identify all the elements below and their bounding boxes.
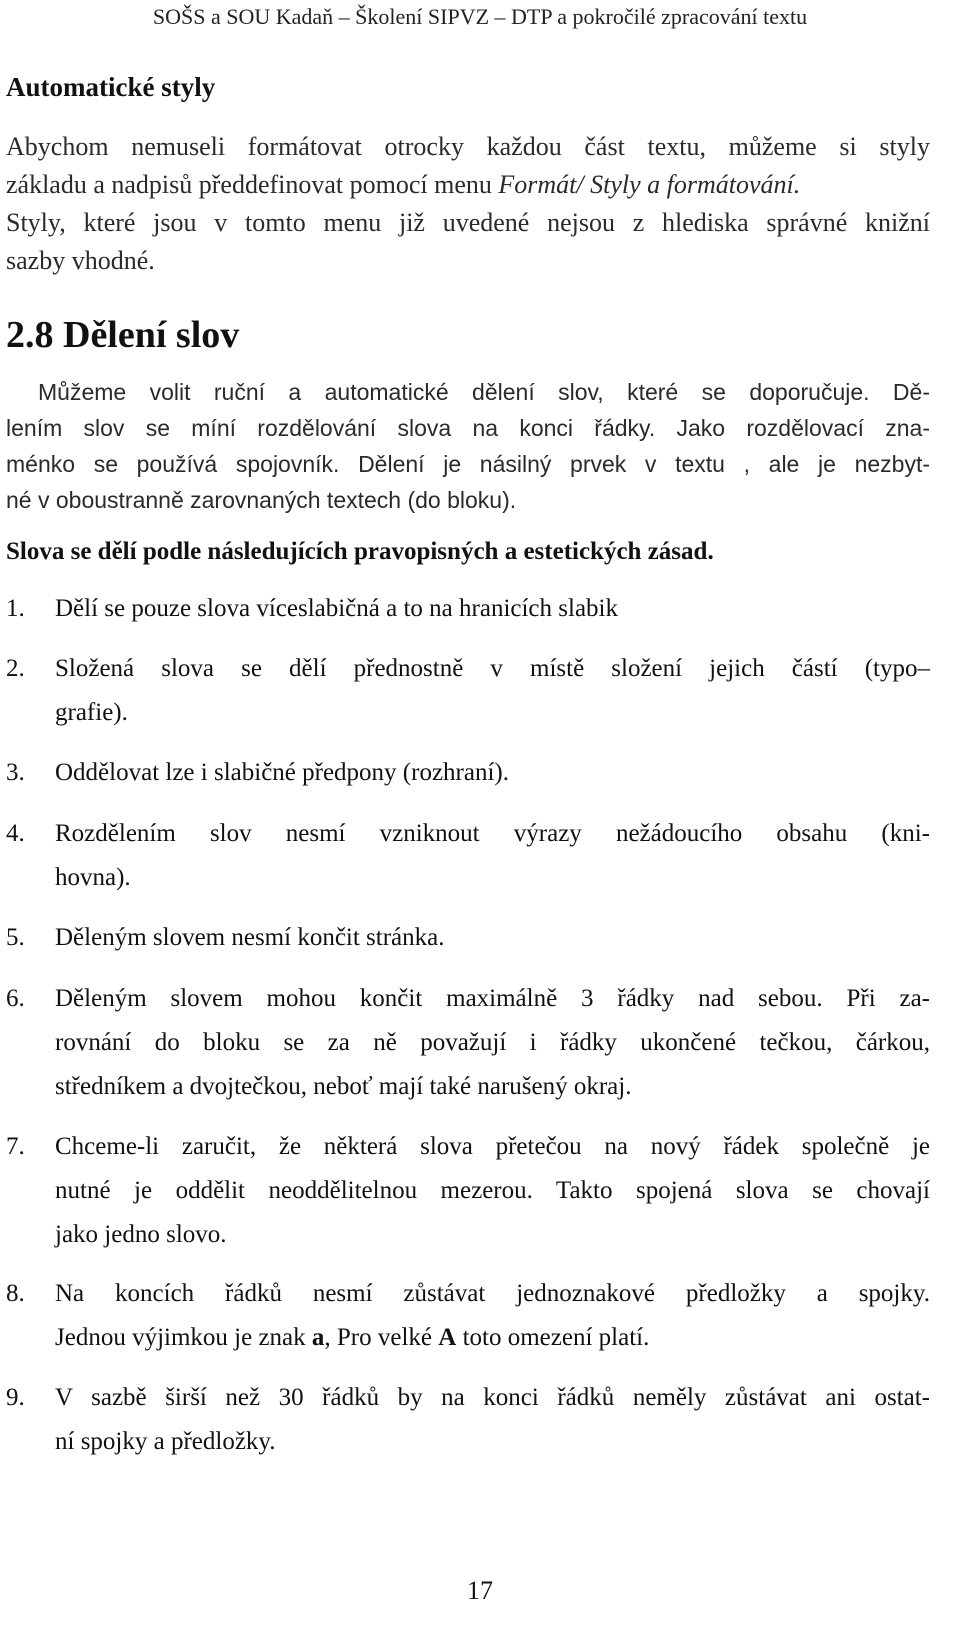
paragraph-line: lením slov se míní rozdělování slova na konci řádky. Jako rozdělovací zna- xyxy=(6,415,930,441)
page-number: 17 xyxy=(467,1576,493,1605)
list-item-text xyxy=(55,916,930,960)
list-item-line: Rozdělením slov nesmí vzniknout výrazy nežádoucího obsahu (kni- xyxy=(55,820,930,847)
list-item-line: ní spojky a předložky. xyxy=(55,1428,276,1455)
list-item-line: Oddělovat lze i slabičné předpony (rozhraní). xyxy=(55,759,509,786)
list-item-text xyxy=(55,1125,930,1257)
list-item-text xyxy=(55,812,930,900)
rules-heading: Slova se dělí podle následujících pravopisných a estetických zásad. xyxy=(6,538,714,565)
list-item-line: Děleným slovem nesmí končit stránka. xyxy=(55,924,445,951)
list-item-line: jako jedno slovo. xyxy=(55,1221,227,1248)
list-item-number: 4. xyxy=(6,820,25,847)
list-item-line: grafie). xyxy=(55,699,128,726)
list-item-number: 3. xyxy=(6,759,25,786)
list-item-text xyxy=(55,587,930,631)
paragraph-line: sazby vhodné. xyxy=(6,246,155,275)
heading-automatic-styles: Automatické styly xyxy=(6,72,216,102)
list-item-line: Chceme-li zaručit, že některá slova přetečou na nový řádek společně je xyxy=(55,1133,930,1160)
list-item-line: nutné je oddělit neoddělitelnou mezerou. Takto spojená slova se chovají xyxy=(55,1177,930,1204)
section-heading: 2.8 Dělení slov xyxy=(6,314,240,356)
menu-path-italic: Formát/ Styly a formátování. xyxy=(498,170,801,199)
paragraph-line: Styly, které jsou v tomto menu již uvedené nejsou z hlediska správné knižní xyxy=(6,208,930,237)
list-item-line: Dělí se pouze slova víceslabičná a to na hranicích slabik xyxy=(55,595,618,622)
list-item-number: 8. xyxy=(6,1280,25,1307)
paragraph-line xyxy=(6,166,930,204)
bold-letter: a xyxy=(311,1324,325,1351)
text-run: Jednou výjimkou je znak xyxy=(55,1324,312,1351)
list-item-line: V sazbě širší než 30 řádků by na konci řádků neměly zůstávat ani ostat- xyxy=(55,1384,930,1411)
list-item-line: rovnání do bloku se za ně považují i řádky ukončené tečkou, čárkou, xyxy=(55,1029,930,1056)
paragraph-hyphenation xyxy=(6,374,930,518)
list-item-text xyxy=(55,1376,930,1464)
list-item-text xyxy=(55,647,930,735)
paragraph-line: Můžeme volit ruční a automatické dělení slov, které se doporučuje. Dě- xyxy=(38,379,930,405)
text-run: toto omezení platí. xyxy=(456,1324,650,1351)
paragraph-automatic-styles xyxy=(6,128,930,280)
list-item-text xyxy=(55,1272,930,1360)
text-run: základu a nadpisů předdefinovat pomocí menu xyxy=(6,170,499,199)
list-item-line: hovna). xyxy=(55,864,131,891)
list-item-number: 1. xyxy=(6,595,25,622)
page-header: SOŠS a SOU Kadaň – Školení SIPVZ – DTP a pokročilé zpracování textu xyxy=(152,4,808,29)
list-item-number: 7. xyxy=(6,1133,25,1160)
bold-letter: A xyxy=(438,1324,457,1351)
list-item-number: 5. xyxy=(6,924,25,951)
list-item-number: 2. xyxy=(6,655,25,682)
paragraph-line: Abychom nemuseli formátovat otrocky každou část textu, můžeme si styly xyxy=(6,132,930,161)
list-item-line: Na koncích řádků nesmí zůstávat jednoznakové předložky a spojky. xyxy=(55,1280,930,1307)
list-item-line: Děleným slovem mohou končit maximálně 3 řádky nad sebou. Při za- xyxy=(55,985,930,1012)
list-item-line: středníkem a dvojtečkou, neboť mají také narušený okraj. xyxy=(55,1073,632,1100)
list-item-number: 6. xyxy=(6,985,25,1012)
list-item-number: 9. xyxy=(6,1384,25,1411)
list-item-text xyxy=(55,751,930,795)
paragraph-line: né v oboustranně zarovnaných textech (do bloku). xyxy=(6,487,517,513)
paragraph-line: ménko se používá spojovník. Dělení je násilný prvek v textu , ale je nezbyt- xyxy=(6,451,930,477)
text-run: , Pro velké xyxy=(324,1324,439,1351)
list-item-line: Složená slova se dělí přednostně v místě složení jejich částí (typo– xyxy=(55,655,930,682)
list-item-line xyxy=(55,1316,930,1360)
list-item-text xyxy=(55,977,930,1109)
